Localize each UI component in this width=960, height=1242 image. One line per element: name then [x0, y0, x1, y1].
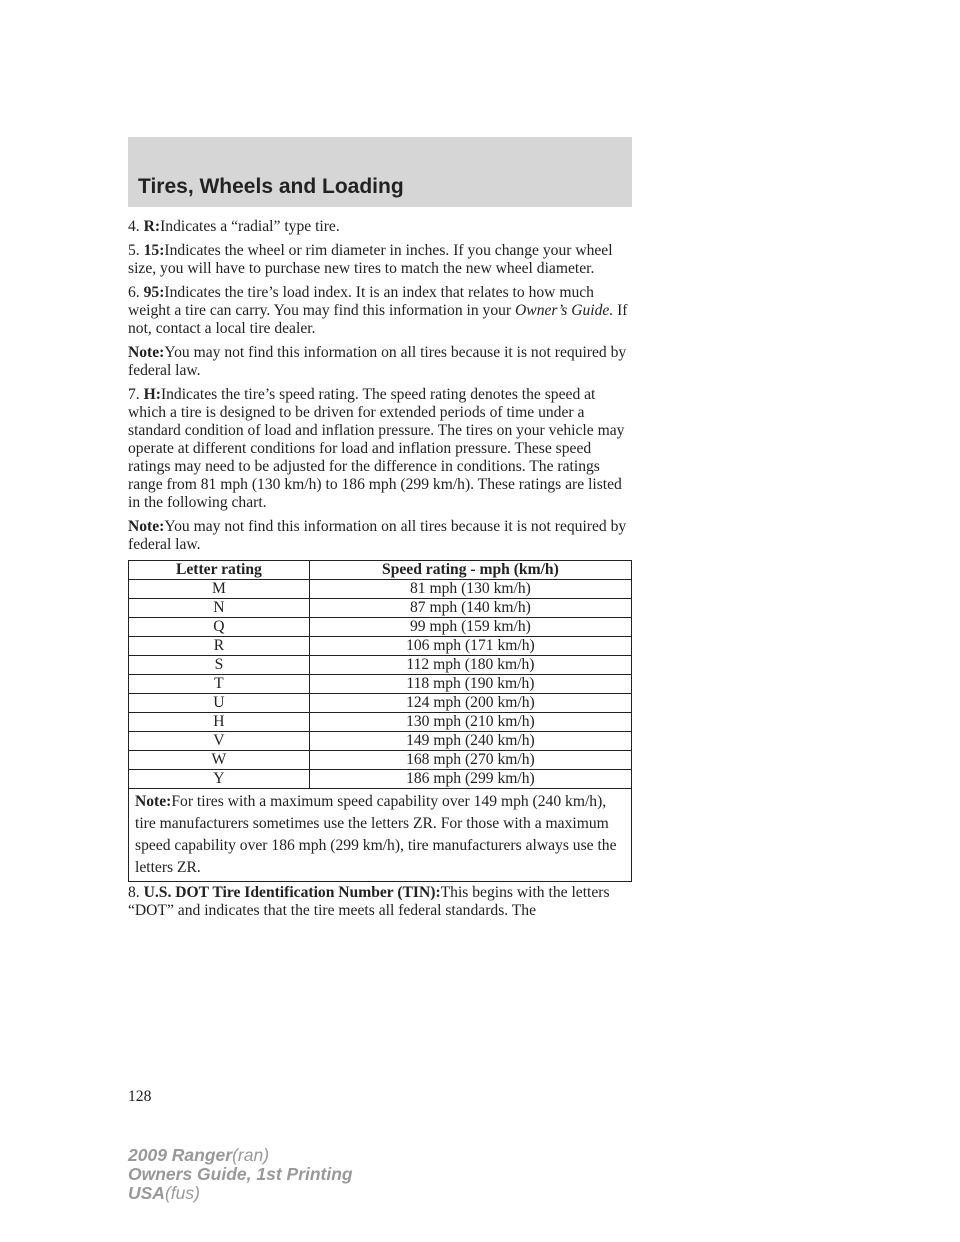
table-row [129, 580, 632, 599]
letter-rating-cell: Y [129, 770, 310, 789]
note-text: You may not find this information on all tires because it is not required by federal law. [128, 518, 627, 553]
footer-line [128, 1165, 353, 1184]
footer-imprint [128, 1146, 353, 1203]
item-text: Indicates a “radial” type tire. [160, 218, 340, 235]
page-number: 128 [128, 1088, 152, 1105]
table-row [129, 694, 632, 713]
item-label: U.S. DOT Tire Identification Number (TIN): [143, 884, 441, 901]
table-row [129, 656, 632, 675]
table-row [129, 751, 632, 770]
table-note-row [129, 789, 632, 882]
speed-rating-cell: 186 mph (299 km/h) [309, 770, 631, 789]
letter-rating-cell: R [129, 637, 310, 656]
note-text: For tires with a maximum speed capability over 149 mph (240 km/h), tire manufacturers sometimes use the letters ZR. For those with a maximum speed capability over 186 mph (299 km/h), tire manufacturers always use the letters ZR. [135, 793, 617, 876]
item-text: This begins with the letters “DOT” and indicates that the tire meets all federal standards. The [128, 884, 610, 919]
item-number: 8. [128, 884, 140, 901]
speed-rating-cell: 168 mph (270 km/h) [309, 751, 631, 770]
table-body [129, 580, 632, 789]
item-label: 15: [143, 242, 165, 259]
table-row [129, 618, 632, 637]
item-4 [128, 218, 632, 236]
footer-market: USA [128, 1183, 165, 1203]
item-text: Indicates the tire’s speed rating. The speed rating denotes the speed at which a tire is designed to be driven for extended periods of time under a standard condition of load and inflation pressure. The tires on your vehicle may operate at different conditions for load and inflation pressure. These speed ratings may need to be adjusted for the difference in conditions. The ratings range from 81 mph (130 km/h) to 186 mph (299 km/h). These ratings are listed in the following chart. [128, 386, 625, 511]
table-row [129, 713, 632, 732]
letter-rating-cell: U [129, 694, 310, 713]
item-6 [128, 284, 632, 338]
item-number: 7. [128, 386, 140, 403]
item-8 [128, 884, 632, 920]
note-label: Note: [135, 793, 172, 810]
table-note-cell [129, 789, 632, 882]
item-text: If not, contact a local tire dealer. [128, 302, 628, 337]
note-text: You may not find this information on all tires because it is not required by federal law. [128, 344, 627, 379]
item-number: 4. [128, 218, 140, 235]
speed-rating-cell: 99 mph (159 km/h) [309, 618, 631, 637]
letter-rating-cell: T [129, 675, 310, 694]
letter-rating-cell: Q [129, 618, 310, 637]
letter-rating-cell: N [129, 599, 310, 618]
speed-rating-cell: 149 mph (240 km/h) [309, 732, 631, 751]
page-content [128, 218, 632, 926]
table-header-row [129, 561, 632, 580]
footer-code: (fus) [164, 1183, 200, 1203]
table-row [129, 675, 632, 694]
item-label: 95: [143, 284, 165, 301]
speed-rating-table [128, 560, 632, 882]
speed-rating-cell: 124 mph (200 km/h) [309, 694, 631, 713]
section-title: Tires, Wheels and Loading [138, 175, 404, 198]
letter-rating-cell: S [129, 656, 310, 675]
letter-rating-cell: W [129, 751, 310, 770]
speed-rating-cell: 112 mph (180 km/h) [309, 656, 631, 675]
note-2 [128, 518, 632, 554]
note-1 [128, 344, 632, 380]
note-label: Note: [128, 518, 165, 535]
item-7 [128, 386, 632, 512]
footer-code: (ran) [232, 1145, 270, 1165]
footer-line [128, 1146, 353, 1165]
table-row [129, 770, 632, 789]
item-label: R: [143, 218, 161, 235]
speed-rating-cell: 81 mph (130 km/h) [309, 580, 631, 599]
column-header: Letter rating [129, 561, 310, 580]
item-label: H: [143, 386, 161, 403]
note-label: Note: [128, 344, 165, 361]
speed-rating-cell: 130 mph (210 km/h) [309, 713, 631, 732]
footer-printing: Owners Guide, 1st Printing [128, 1164, 353, 1184]
item-number: 6. [128, 284, 140, 301]
letter-rating-cell: H [129, 713, 310, 732]
speed-rating-cell: 106 mph (171 km/h) [309, 637, 631, 656]
table-row [129, 732, 632, 751]
letter-rating-cell: V [129, 732, 310, 751]
table-row [129, 599, 632, 618]
item-text: Indicates the wheel or rim diameter in inches. If you change your wheel size, you will have to purchase new tires to match the new wheel diameter. [128, 242, 613, 277]
footer-line [128, 1184, 353, 1203]
item-5 [128, 242, 632, 278]
item-text: Indicates the tire’s load index. It is an index that relates to how much weight a tire can carry. You may find this information in your [128, 284, 594, 319]
speed-rating-cell: 118 mph (190 km/h) [309, 675, 631, 694]
footer-model: 2009 Ranger [128, 1145, 233, 1165]
table-row [129, 637, 632, 656]
item-italic-text: Owner’s Guide. [515, 302, 614, 319]
letter-rating-cell: M [129, 580, 310, 599]
column-header: Speed rating - mph (km/h) [309, 561, 631, 580]
item-number: 5. [128, 242, 140, 259]
speed-rating-cell: 87 mph (140 km/h) [309, 599, 631, 618]
